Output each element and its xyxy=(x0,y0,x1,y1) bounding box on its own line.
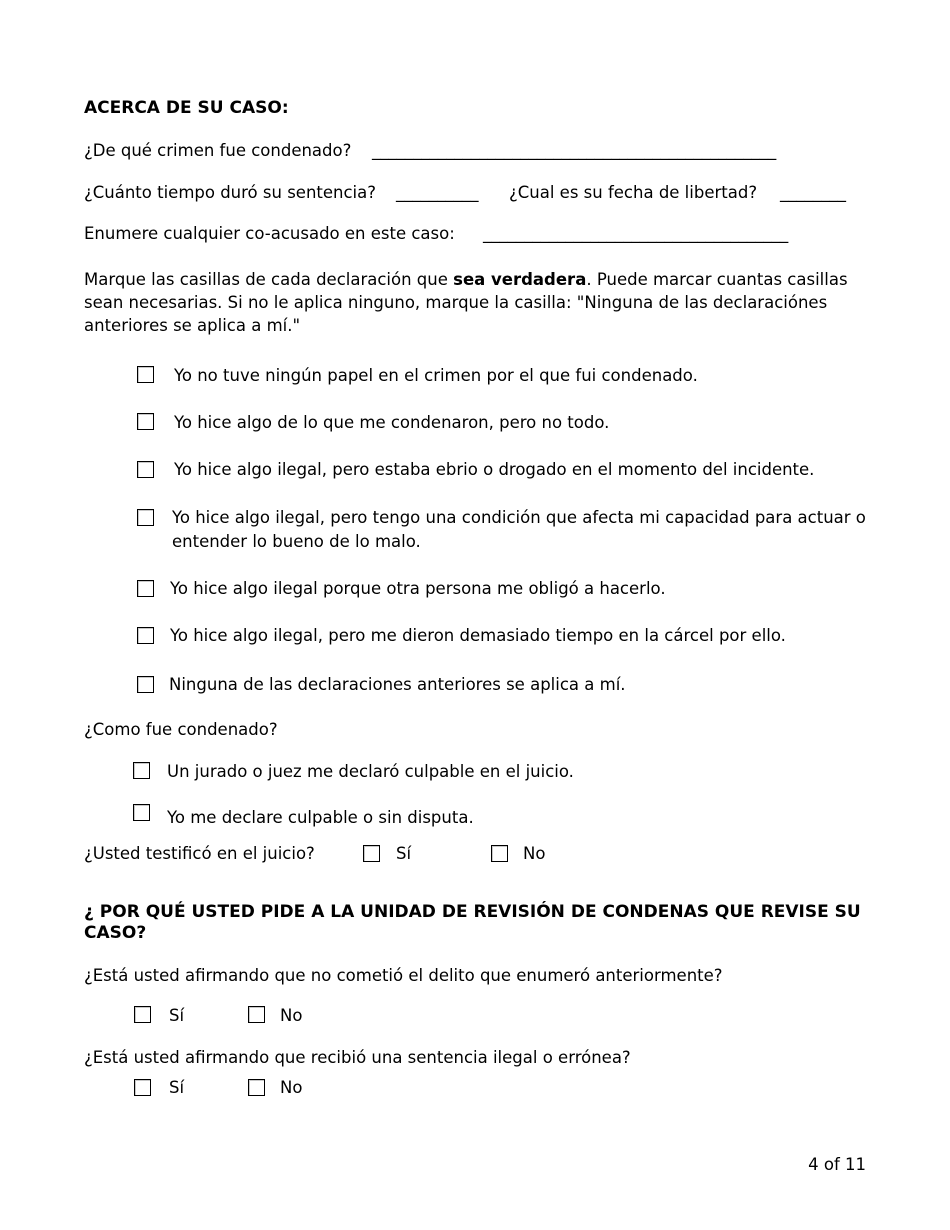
illegal-sentence-no-checkbox[interactable] xyxy=(248,1079,265,1096)
testified-question: ¿Usted testificó en el juicio? xyxy=(84,844,315,863)
statement-label-5: Yo hice algo ilegal porque otra persona me obligó a hacerlo. xyxy=(170,579,666,598)
instructions-text-bold: sea verdadera xyxy=(453,270,587,289)
innocence-yes-label: Sí xyxy=(169,1006,185,1025)
how-convicted-label-trial: Un jurado o juez me declaró culpable en el juicio. xyxy=(167,762,574,781)
statement-checkbox-3[interactable] xyxy=(137,461,154,478)
instructions-text-post: . Puede marcar cuantas casillas sean necesarias. Si no le aplica ninguno, marque la casilla: "Ninguna de las declaraciónes anteriores se aplica a mí." xyxy=(84,270,848,335)
codefendant-field[interactable]: _____________________________________ xyxy=(483,224,789,243)
how-convicted-checkbox-plea[interactable] xyxy=(133,804,150,821)
crime-field[interactable]: _________________________________________________ xyxy=(372,141,777,160)
illegal-sentence-yes-checkbox[interactable] xyxy=(134,1079,151,1096)
statement-checkbox-6[interactable] xyxy=(137,627,154,644)
statement-checkbox-5[interactable] xyxy=(137,580,154,597)
crime-question-label: ¿De qué crimen fue condenado? xyxy=(84,141,352,160)
testified-yes-checkbox[interactable] xyxy=(363,845,380,862)
section-about-case-heading: ACERCA DE SU CASO: xyxy=(84,98,289,118)
innocence-no-label: No xyxy=(280,1006,303,1025)
release-date-question: ¿Cual es su fecha de libertad? xyxy=(509,183,758,202)
innocence-yes-checkbox[interactable] xyxy=(134,1006,151,1023)
instructions-text-pre: Marque las casillas de cada declaración que xyxy=(84,270,454,289)
instructions-paragraph xyxy=(84,268,867,337)
statement-label-1: Yo no tuve ningún papel en el crimen por el que fui condenado. xyxy=(174,366,698,385)
statement-checkbox-1[interactable] xyxy=(137,366,154,383)
statement-checkbox-4[interactable] xyxy=(137,509,154,526)
statement-label-4: Yo hice algo ilegal, pero tengo una condición que afecta mi capacidad para actuar o entender lo bueno de lo malo. xyxy=(172,508,866,551)
illegal-sentence-no-label: No xyxy=(280,1078,303,1097)
innocence-no-checkbox[interactable] xyxy=(248,1006,265,1023)
crime-question xyxy=(84,139,351,162)
how-convicted-question: ¿Como fue condenado? xyxy=(84,720,278,739)
statement-checkbox-2[interactable] xyxy=(137,413,154,430)
statement-label-none: Ninguna de las declaraciones anteriores se aplica a mí. xyxy=(169,675,626,694)
statement-label-2: Yo hice algo de lo que me condenaron, pero no todo. xyxy=(174,413,610,432)
statement-label-6: Yo hice algo ilegal, pero me dieron demasiado tiempo en la cárcel por ello. xyxy=(170,626,786,645)
illegal-sentence-yes-label: Sí xyxy=(169,1078,185,1097)
statement-label-3: Yo hice algo ilegal, pero estaba ebrio o drogado en el momento del incidente. xyxy=(174,460,815,479)
sentence-field[interactable]: __________ xyxy=(396,183,479,202)
sentence-question: ¿Cuánto tiempo duró su sentencia? xyxy=(84,183,377,202)
codefendant-question: Enumere cualquier co-acusado en este caso: xyxy=(84,224,455,243)
innocence-question: ¿Está usted afirmando que no cometió el delito que enumeró anteriormente? xyxy=(84,966,723,985)
how-convicted-checkbox-trial[interactable] xyxy=(133,762,150,779)
how-convicted-label-plea: Yo me declare culpable o sin disputa. xyxy=(167,808,474,827)
testified-no-label: No xyxy=(523,844,546,863)
release-date-field[interactable]: ________ xyxy=(780,183,846,202)
page-number: 4 of 11 xyxy=(808,1155,866,1174)
statement-checkbox-none[interactable] xyxy=(137,676,154,693)
testified-no-checkbox[interactable] xyxy=(491,845,508,862)
illegal-sentence-question: ¿Está usted afirmando que recibió una sentencia ilegal o errónea? xyxy=(84,1048,631,1067)
testified-yes-label: Sí xyxy=(396,844,412,863)
section-why-review-heading: ¿ POR QUÉ USTED PIDE A LA UNIDAD DE REVISIÓN DE CONDENAS QUE REVISE SU CASO? xyxy=(84,902,861,943)
